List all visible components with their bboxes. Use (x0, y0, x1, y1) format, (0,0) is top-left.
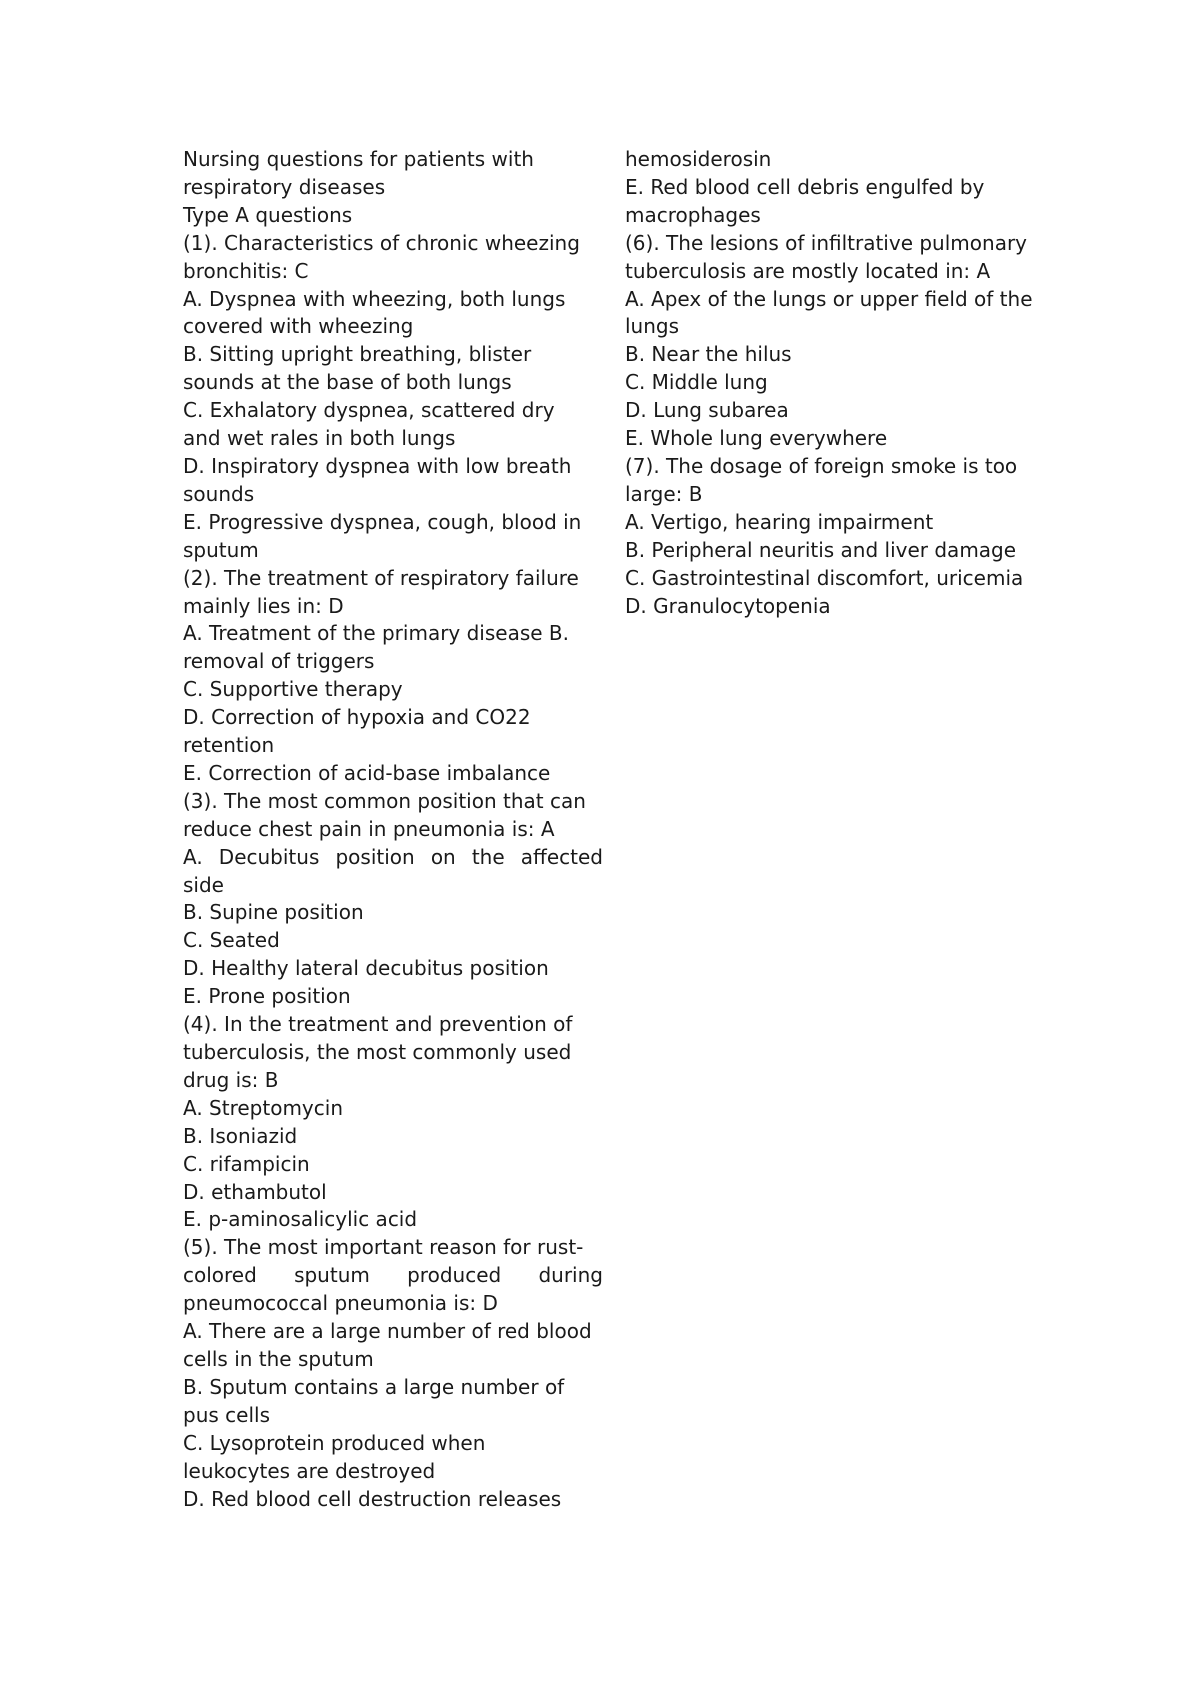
question-6-option-d: D. Lung subarea (625, 398, 789, 423)
question-6-option-e: E. Whole lung everywhere (625, 426, 888, 451)
question-4-option-a: A. Streptomycin (183, 1095, 343, 1120)
question-1-option-a: A. Dyspnea with wheezing, both lungs (183, 286, 566, 311)
question-6-option-a: lungs (625, 314, 680, 339)
question-7-option-a: A. Vertigo, hearing impairment (625, 509, 934, 534)
word: on (430, 844, 456, 869)
left-column (183, 146, 603, 1513)
word: colored (183, 1263, 257, 1288)
question-3-option-e: E. Prone position (183, 984, 351, 1009)
question-1-option-b: sounds at the base of both lungs (183, 370, 512, 395)
question-6-option-b: B. Near the hilus (625, 342, 792, 367)
word: affected (520, 844, 603, 869)
question-4-option-b: B. Isoniazid (183, 1123, 298, 1148)
question-1-option-a: covered with wheezing (183, 314, 414, 339)
question-5-option-c: leukocytes are destroyed (183, 1458, 436, 1483)
question-4-option-d: D. ethambutol (183, 1179, 327, 1204)
question-2-option-d: D. Correction of hypoxia and CO22 (183, 705, 531, 730)
question-4-text: tuberculosis, the most commonly used (183, 1040, 572, 1064)
question-3-option-d: D. Healthy lateral decubitus position (183, 956, 549, 981)
question-2-text: (2). The treatment of respiratory failure (183, 565, 579, 590)
question-5-option-d: hemosiderosin (625, 147, 772, 171)
question-4-option-c: C. rifampicin (183, 1151, 310, 1176)
question-7-option-c: C. Gastrointestinal discomfort, uricemia (625, 565, 1024, 590)
question-5-text: pneumococcal pneumonia is: D (183, 1291, 498, 1316)
question-1-option-d: sounds (183, 481, 255, 506)
word: the (471, 844, 505, 869)
doc-title-line-1: Nursing questions for patients with (183, 147, 534, 171)
doc-title-line-2: respiratory diseases (183, 174, 386, 199)
word: produced (407, 1263, 502, 1288)
question-6-text: (6). The lesions of infiltrative pulmonary (625, 230, 1028, 255)
question-5-text (183, 1262, 603, 1290)
question-4-option-e: E. p-aminosalicylic acid (183, 1207, 418, 1232)
question-1-option-e: sputum (183, 537, 259, 562)
question-5-option-d: D. Red blood cell destruction releases (183, 1486, 562, 1511)
section-heading: Type A questions (183, 202, 353, 227)
word: during (538, 1263, 603, 1288)
question-5-option-a: cells in the sputum (183, 1346, 374, 1371)
question-1-option-c: C. Exhalatory dyspnea, scattered dry (183, 398, 555, 423)
question-2-option-e: E. Correction of acid-base imbalance (183, 760, 551, 785)
word: position (335, 844, 415, 869)
question-5-option-b: pus cells (183, 1402, 270, 1427)
question-3-option-a (183, 844, 603, 872)
question-7-text: large: B (625, 481, 703, 506)
word: Decubitus (218, 844, 320, 869)
question-3-text: (3). The most common position that can (183, 788, 586, 813)
question-2-option-d: retention (183, 733, 275, 758)
question-1-option-d: D. Inspiratory dyspnea with low breath (183, 453, 572, 478)
question-7-text: (7). The dosage of foreign smoke is too (625, 453, 1018, 478)
question-1-text: (1). Characteristics of chronic wheezing (183, 230, 580, 255)
question-4-text: drug is: B (183, 1067, 279, 1092)
question-7-option-b: B. Peripheral neuritis and liver damage (625, 537, 1017, 562)
word: A. (183, 844, 203, 869)
question-5-option-b: B. Sputum contains a large number of (183, 1374, 565, 1399)
question-5-text: (5). The most important reason for rust- (183, 1235, 584, 1260)
question-6-text: tuberculosis are mostly located in: A (625, 258, 991, 283)
question-2-text: mainly lies in: D (183, 593, 344, 618)
question-5-option-a: A. There are a large number of red blood (183, 1319, 592, 1344)
right-column (625, 146, 1055, 620)
question-2-option-c: C. Supportive therapy (183, 677, 403, 702)
question-2-option-a: A. Treatment of the primary disease B. (183, 621, 570, 646)
question-3-text: reduce chest pain in pneumonia is: A (183, 816, 555, 841)
question-1-text: bronchitis: C (183, 258, 309, 283)
question-1-option-b: B. Sitting upright breathing, blister (183, 342, 532, 367)
question-2-option-b: removal of triggers (183, 649, 375, 674)
question-5-option-c: C. Lysoprotein produced when (183, 1430, 486, 1455)
question-5-option-e: macrophages (625, 202, 761, 227)
question-7-option-d: D. Granulocytopenia (625, 593, 831, 618)
question-3-option-c: C. Seated (183, 928, 280, 953)
question-3-option-a: side (183, 872, 224, 897)
question-6-option-a: A. Apex of the lungs or upper field of the (625, 286, 1033, 311)
question-4-text: (4). In the treatment and prevention of (183, 1012, 573, 1037)
word: sputum (294, 1263, 370, 1288)
question-1-option-e: E. Progressive dyspnea, cough, blood in (183, 509, 582, 534)
question-5-option-e: E. Red blood cell debris engulfed by (625, 174, 985, 199)
question-6-option-c: C. Middle lung (625, 370, 768, 395)
question-3-option-b: B. Supine position (183, 900, 364, 925)
question-1-option-c: and wet rales in both lungs (183, 426, 456, 451)
